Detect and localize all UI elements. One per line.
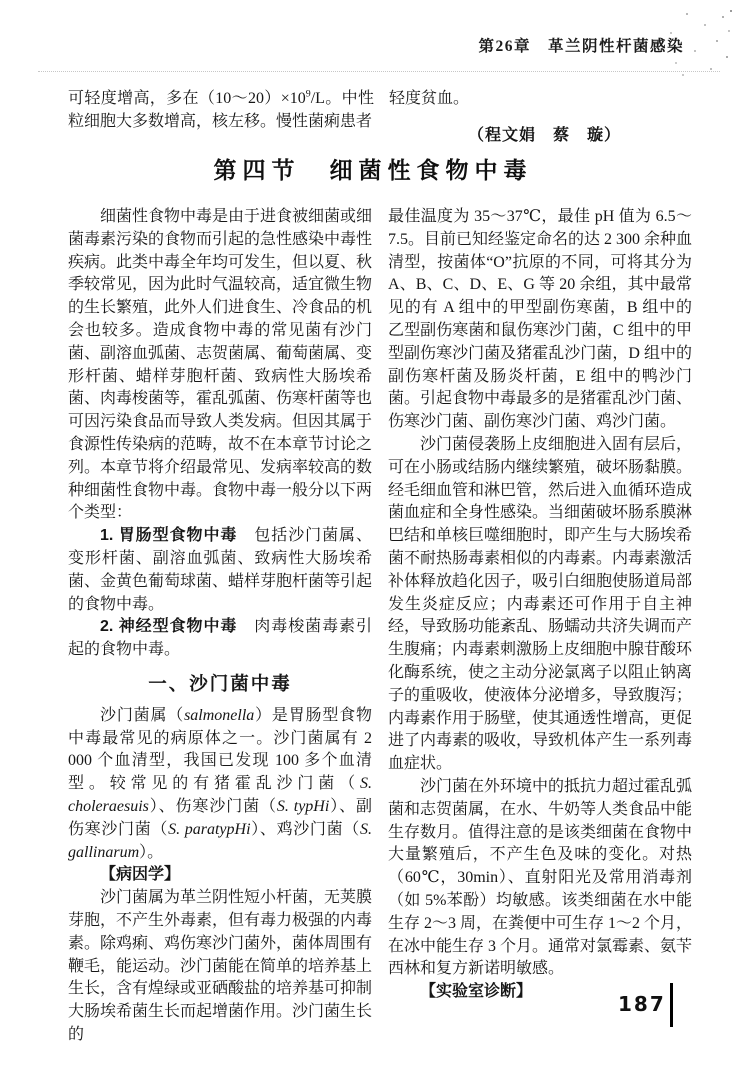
left-column	[68, 206, 372, 1047]
paragraph-pathogenesis: 沙门菌侵袭肠上皮细胞进入固有层后，可在小肠或结肠内继续繁殖，破坏肠黏膜。经毛细血管和淋巴管，然后进入血循环造成菌血症和全身性感染。当细菌破坏肠系膜淋巴结和单核巨噬细胞时，即产生与大肠埃希菌不耐热肠毒素相似的内毒素。内毒素激活补体释放趋化因子，吸引白细胞使肠道局部发生炎症反应；内毒素还可作用于自主神经，导致肠功能紊乱、肠蠕动共济失调而产生腹痛；内毒素刺激肠上皮细胞中腺苷酸环化酶系统，使之主动分泌氯离子以阻止钠离子的重吸收，使液体分泌增多，导致腹泻；内毒素作用于肠壁，使其通透性增高，更促进了内毒素的吸收，导致机体产生一系列毒血症状。	[388, 435, 693, 773]
running-header-chapter-title: 第26章 革兰阴性杆菌感染	[478, 38, 684, 55]
heading-lab-diagnosis: 【实验室诊断】	[420, 983, 533, 1001]
page-number-rule	[670, 983, 673, 1027]
right-column	[388, 206, 692, 1047]
heading-etiology: 【病因学】	[100, 866, 181, 884]
heading-salmonella-poisoning: 一、沙门菌中毒	[148, 672, 292, 694]
prev-section-right-continuation	[389, 88, 693, 148]
paragraph-serotypes: 最佳温度为 35～37℃，最佳 pH 值为 6.5～7.5。目前已知经鉴定命名的达 2 300 余种血清型，按菌体“O”抗原的不同，可将其分为 A、B、C、D、E、G 等 20 余组，其中最常见的有 A 组中的甲型副伤寒菌，B 组中的乙型副伤寒菌和鼠伤寒沙门菌，C 组中的甲型副伤寒沙门菌及猪霍乱沙门菌，D 组中的副伤寒杆菌及肠炎杆菌，E 组中的鸭沙门菌。引起食物中毒最多的是猪霍乱沙门菌、伤寒沙门菌、副伤寒沙门菌、鸡沙门菌。	[388, 208, 693, 431]
paragraph-salmonella-intro: 沙门菌属（salmonella）是胃肠型食物中毒最常见的病原体之一。沙门菌属有 2 000 个血清型，我国已发现 100 多个血清型。较常见的有猪霍乱沙门菌（S. choleraesuis）、伤寒沙门菌（S. typHi）、副伤寒沙门菌（S. paratypHi）、鸡沙门菌（S. gallinarum）。	[68, 706, 372, 861]
paragraph-food-poisoning-overview: 细菌性食物中毒是由于进食被细菌或细菌毒素污染的食物而引起的急性感染中毒性疾病。此类中毒全年均可发生，但以夏、秋季较常见，因为此时气温较高，适宜微生物的生长繁殖，此外人们进食生、冷食品的机会也较多。造成食物中毒的常见菌有沙门菌、副溶血弧菌、志贺菌属、葡萄菌属、变形杆菌、蜡样芽胞杆菌、致病性大肠埃希菌、肉毒梭菌等，霍乱弧菌、伤寒杆菌等也可因污染食品而导致人类发病。但因其属于食源性传染病的范畴，故不在本章节讨论之列。本章节将介绍最常见、发病率较高的数种细菌性食物中毒。食物中毒一般分以下两个类型：	[68, 208, 373, 522]
paragraph-neurological-type: 2. 神经型食物中毒 肉毒梭菌毒素引起的食物中毒。	[68, 618, 372, 659]
prev-section-last-line: 轻度贫血。	[389, 90, 470, 107]
scan-noise-artifacts	[730, 10, 732, 12]
paragraph-environmental-resistance: 沙门菌在外环境中的抵抗力超过霍乱弧菌和志贺菌属，在水、牛奶等人类食品中能生存数月。值得注意的是该类细菌在食物中大量繁殖后，不产生色及味的变化。对热（60℃，30min）、直射阳光及常用消毒剂（如 5%苯酚）均敏感。该类细菌在水中能生存 2～3 周，在粪便中可生存 1～2 个月，在冰中能生存 3 个月。通常对氯霉素、氨苄西林和复方新诺明敏感。	[388, 777, 693, 978]
two-column-body	[68, 206, 693, 1047]
paragraph-gastrointestinal-type: 1. 胃肠型食物中毒 包括沙门菌属、变形杆菌、副溶血弧菌、致病性大肠埃希菌、金黄色葡萄球菌、蜡样芽胞杆菌等引起的食物中毒。	[68, 527, 373, 613]
paragraph-etiology: 沙门菌属为革兰阴性短小杆菌，无荚膜芽胞，不产生外毒素，但有毒力极强的内毒素。除鸡痢、鸡伤寒沙门菌外，菌体周围有鞭毛，能运动。沙门菌能在简单的培养基上生长，含有煌绿或亚硒酸盐的培养基可抑制大肠埃希菌生长而起增菌作用。沙门菌生长的	[68, 889, 373, 1043]
authors-credit: （程文娟 蔡 璇）	[467, 126, 621, 144]
header-divider-rule	[38, 71, 720, 72]
prev-section-left-continuation: 可轻度增高，多在$(10\sim 20)\times 10^9/L$。中性粒细胞大多数增高，核左移。慢性菌痢患者	[68, 88, 374, 130]
page-number: 187	[618, 992, 666, 1016]
section-title: 第四节 细菌性食物中毒	[213, 158, 533, 183]
